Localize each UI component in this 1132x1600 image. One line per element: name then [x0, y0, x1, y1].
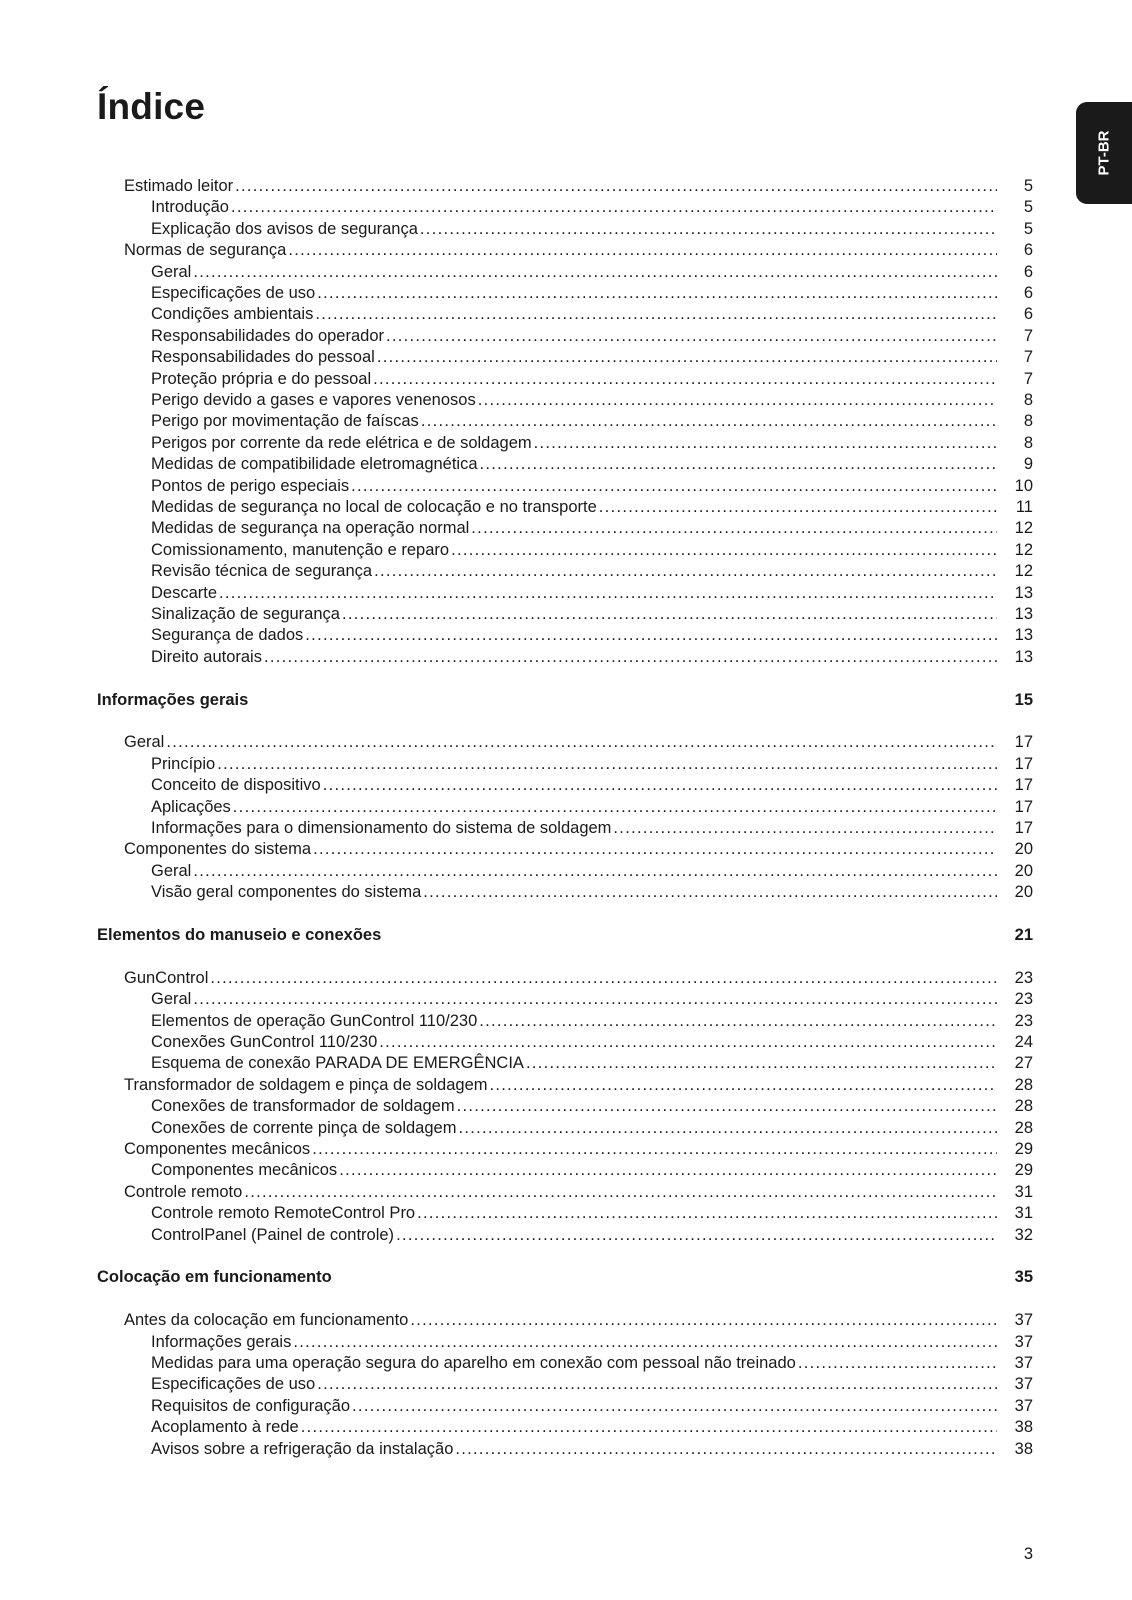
toc-entry-title: Conexões de corrente pinça de soldagem [151, 1118, 457, 1137]
toc-entry-title: Medidas de compatibilidade eletromagnética [151, 455, 478, 474]
toc-page-number: 17 [1014, 776, 1033, 795]
toc-page-number: 38 [1014, 1418, 1033, 1437]
toc-entry-title: Especificações de uso [151, 284, 316, 302]
toc-page-number: 8 [1023, 412, 1033, 431]
toc-entry-title: Aplicações [151, 797, 231, 816]
toc-dot-leader [798, 1352, 997, 1374]
toc-entry-title: Componentes mecânicos [124, 1140, 311, 1158]
toc-dot-leader [193, 988, 997, 1010]
toc-page-number: 17 [1014, 733, 1033, 752]
toc-page-number: 23 [1014, 1011, 1033, 1030]
toc-section-heading[interactable] [97, 1266, 1033, 1288]
toc-dot-leader [379, 1031, 997, 1053]
toc-page-number: 6 [1023, 241, 1033, 260]
toc-page-number: 13 [1014, 647, 1033, 666]
toc-dot-leader [396, 1224, 997, 1246]
toc-entry-title: Antes da colocação em funcionamento [124, 1311, 409, 1330]
toc-entry[interactable] [124, 175, 1033, 197]
toc-entry-title: Medidas de segurança na operação normal [151, 519, 470, 538]
toc-dot-leader [219, 582, 997, 604]
toc-page-number: 5 [1023, 198, 1033, 217]
toc-page-number: 13 [1014, 583, 1033, 602]
toc-dot-leader [373, 368, 997, 390]
toc-page-number: 6 [1023, 262, 1033, 281]
toc-subentry[interactable] [151, 432, 1033, 454]
toc-dot-leader [534, 432, 997, 454]
toc-dot-leader [613, 817, 997, 839]
toc-dot-leader [526, 1052, 997, 1074]
toc-dot-leader [312, 1138, 997, 1160]
toc-page-number: 29 [1014, 1161, 1033, 1180]
toc-dot-leader [210, 967, 997, 989]
toc-dot-leader [193, 261, 997, 283]
toc-entry-title: Proteção própria e do pessoal [151, 369, 372, 388]
toc-page-number: 9 [1023, 455, 1033, 474]
language-tab-label: PT-BR [1095, 130, 1113, 176]
toc-subentry[interactable] [151, 817, 1033, 839]
toc-dot-leader [342, 603, 997, 625]
toc-entry-title: Medidas para uma operação segura do aparelho em conexão com pessoal não treinado [151, 1354, 796, 1372]
toc-entry-title: Descarte [151, 583, 218, 602]
toc-subentry[interactable] [151, 753, 1033, 775]
toc-page-number: 20 [1014, 883, 1033, 902]
toc-entry[interactable] [124, 838, 1033, 860]
toc-entry-title: Informações para o dimensionamento do sistema de soldagem [151, 819, 612, 837]
toc-page-number: 37 [1014, 1396, 1033, 1415]
toc-entry-title: Geral [151, 861, 192, 880]
toc-entry-title: Elementos do manuseio e conexões [97, 926, 382, 944]
toc-subentry[interactable] [151, 1224, 1033, 1246]
toc-entry-title: Conexões GunControl 110/230 [151, 1033, 378, 1051]
toc-entry[interactable] [124, 1074, 1033, 1096]
toc-dot-leader [313, 838, 997, 860]
toc-entry-title: Geral [124, 733, 165, 752]
toc-subentry[interactable] [151, 603, 1033, 625]
toc-entry-title: Componentes do sistema [124, 840, 312, 859]
toc-page-number: 11 [1015, 498, 1033, 516]
toc-dot-leader [423, 881, 997, 903]
toc-subentry[interactable] [151, 303, 1033, 325]
toc-entry-title: Geral [151, 262, 192, 281]
toc-subentry[interactable] [151, 796, 1033, 818]
toc-entry[interactable] [124, 731, 1033, 753]
toc-dot-leader [317, 1373, 997, 1395]
toc-page-number: 29 [1014, 1140, 1033, 1158]
toc-subentry[interactable] [151, 196, 1033, 218]
toc-subentry[interactable] [151, 1373, 1033, 1395]
toc-dot-leader [377, 346, 997, 368]
toc-page-number: 17 [1014, 819, 1033, 837]
toc-section-heading[interactable] [97, 924, 1033, 946]
toc-dot-leader [235, 175, 997, 197]
toc-entry-title: Especificações de uso [151, 1375, 316, 1394]
toc-page-number: 37 [1014, 1311, 1033, 1330]
toc-subentry[interactable] [151, 1010, 1033, 1032]
toc-entry-title: Conexões de transformador de soldagem [151, 1097, 455, 1116]
toc-dot-leader [458, 1117, 997, 1139]
toc-subentry[interactable] [151, 496, 1033, 518]
toc-page-number: 6 [1023, 284, 1033, 302]
toc-dot-leader [293, 1331, 997, 1353]
toc-page-number: 37 [1014, 1375, 1033, 1394]
toc-page-number: 12 [1014, 519, 1033, 538]
toc-dot-leader [317, 282, 997, 304]
toc-page-number: 12 [1014, 562, 1033, 581]
toc-page-number: 24 [1014, 1033, 1033, 1051]
toc-dot-leader [451, 539, 997, 561]
toc-subentry[interactable] [151, 1331, 1033, 1353]
toc-entry-title: Elementos de operação GunControl 110/230 [151, 1011, 478, 1030]
toc-page-number: 13 [1014, 626, 1033, 645]
toc-section-heading[interactable] [97, 689, 1033, 711]
toc-entry-title: Comissionamento, manutenção e reparo [151, 540, 450, 559]
toc-page-number: 5 [1023, 177, 1033, 195]
toc-subentry[interactable] [151, 1395, 1033, 1417]
toc-page-number: 38 [1014, 1439, 1033, 1458]
page-number: 3 [1023, 1545, 1033, 1563]
toc-entry-title: Acoplamento à rede [151, 1418, 299, 1437]
toc-page-number: 28 [1014, 1097, 1033, 1116]
toc-subentry[interactable] [151, 582, 1033, 604]
toc-page-number: 37 [1014, 1354, 1033, 1372]
toc-entry-title: Perigo por movimentação de faíscas [151, 412, 419, 431]
toc-page-number: 21 [1014, 926, 1033, 944]
toc-dot-leader [231, 196, 997, 218]
toc-page-number: 6 [1023, 305, 1033, 324]
toc-page-number: 5 [1023, 219, 1033, 238]
toc-page-number: 31 [1014, 1204, 1033, 1223]
toc-page-number: 35 [1014, 1268, 1033, 1287]
toc-subentry[interactable] [151, 1352, 1033, 1374]
toc-dot-leader [301, 1416, 997, 1438]
toc-page-number: 15 [1014, 690, 1033, 709]
toc-subentry[interactable] [151, 1202, 1033, 1224]
toc-subentry[interactable] [151, 560, 1033, 582]
toc-page-number: 23 [1014, 968, 1033, 987]
toc-subentry[interactable] [151, 1052, 1033, 1074]
toc-entry-title: Informações gerais [151, 1332, 292, 1351]
toc-dot-leader [339, 1159, 997, 1181]
toc-entry-title: Colocação em funcionamento [97, 1268, 332, 1287]
toc-dot-leader [599, 496, 997, 518]
toc-page-number: 8 [1023, 433, 1033, 452]
toc-subentry[interactable] [151, 282, 1033, 304]
toc-entry[interactable] [124, 1181, 1033, 1203]
toc-subentry[interactable] [151, 1416, 1033, 1438]
toc-entry-title: Explicação dos avisos de segurança [151, 219, 418, 238]
toc-dot-leader [374, 560, 997, 582]
toc-dot-leader [410, 1309, 997, 1331]
toc-subentry[interactable] [151, 988, 1033, 1010]
toc-entry-title: Geral [151, 990, 192, 1009]
toc-dot-leader [352, 1395, 997, 1417]
toc-page-number: 10 [1014, 476, 1033, 495]
toc-entry-title: Informações gerais [97, 690, 249, 709]
toc-page-number: 7 [1023, 326, 1033, 345]
toc-dot-leader [480, 453, 997, 475]
toc-entry-title: Esquema de conexão PARADA DE EMERGÊNCIA [151, 1054, 524, 1073]
toc-page-number: 37 [1014, 1332, 1033, 1351]
toc-entry[interactable] [124, 967, 1033, 989]
toc-dot-leader [417, 1202, 997, 1224]
toc-page-number: 28 [1014, 1118, 1033, 1137]
toc-entry-title: Controle remoto [124, 1182, 243, 1201]
toc-subentry[interactable] [151, 539, 1033, 561]
toc-entry-title: Sinalização de segurança [151, 605, 340, 623]
toc-dot-leader [351, 475, 997, 497]
toc-entry-title: Medidas de segurança no local de colocação e no transporte [151, 498, 597, 516]
toc-page-number: 7 [1023, 348, 1033, 367]
toc-dot-leader [264, 646, 997, 668]
toc-subentry[interactable] [151, 410, 1033, 432]
toc-dot-leader [323, 774, 997, 796]
toc-entry-title: Condições ambientais [151, 305, 314, 324]
toc-entry-title: Segurança de dados [151, 626, 304, 645]
toc-entry-title: Introdução [151, 198, 229, 217]
toc-subentry[interactable] [151, 881, 1033, 903]
toc-subentry[interactable] [151, 1095, 1033, 1117]
toc-subentry[interactable] [151, 860, 1033, 882]
toc-dot-leader [478, 389, 997, 411]
toc-entry-title: Componentes mecânicos [151, 1161, 338, 1180]
toc-subentry[interactable] [151, 517, 1033, 539]
toc-subentry[interactable] [151, 389, 1033, 411]
toc-dot-leader [305, 624, 997, 646]
toc-subentry[interactable] [151, 1159, 1033, 1181]
toc-entry-title: GunControl [124, 968, 209, 987]
toc-page-number: 32 [1014, 1225, 1033, 1244]
toc-page-number: 13 [1014, 605, 1033, 623]
toc-dot-leader [193, 860, 997, 882]
toc-subentry[interactable] [151, 646, 1033, 668]
toc-dot-leader [166, 731, 997, 753]
toc-dot-leader [421, 410, 997, 432]
toc-entry-title: Pontos de perigo especiais [151, 476, 350, 495]
toc-entry-title: ControlPanel (Painel de controle) [151, 1225, 395, 1244]
toc-subentry[interactable] [151, 325, 1033, 347]
toc-subentry[interactable] [151, 624, 1033, 646]
toc-dot-leader [217, 753, 997, 775]
toc-entry-title: Conceito de dispositivo [151, 776, 321, 795]
toc-page-number: 31 [1014, 1182, 1033, 1201]
toc-subentry[interactable] [151, 368, 1033, 390]
toc-page-number: 20 [1014, 861, 1033, 880]
toc-dot-leader [420, 218, 997, 240]
toc-dot-leader [315, 303, 997, 325]
toc-entry-title: Requisitos de configuração [151, 1396, 351, 1415]
toc-entry[interactable] [124, 239, 1033, 261]
toc-dot-leader [386, 325, 997, 347]
toc-entry-title: Perigo devido a gases e vapores venenosos [151, 391, 476, 409]
toc-page-number: 8 [1023, 391, 1033, 409]
toc-entry[interactable] [124, 1138, 1033, 1160]
toc-page-number: 27 [1014, 1054, 1033, 1073]
toc-page-number: 20 [1014, 840, 1033, 859]
toc-subentry[interactable] [151, 346, 1033, 368]
toc-subentry[interactable] [151, 475, 1033, 497]
toc-subentry[interactable] [151, 218, 1033, 240]
toc-entry-title: Controle remoto RemoteControl Pro [151, 1204, 416, 1223]
toc-entry[interactable] [124, 1309, 1033, 1331]
toc-dot-leader [244, 1181, 997, 1203]
toc-entry-title: Normas de segurança [124, 241, 287, 260]
toc-dot-leader [479, 1010, 997, 1032]
toc-page-number: 7 [1023, 369, 1033, 388]
toc-entry-title: Estimado leitor [124, 177, 234, 195]
toc-subentry[interactable] [151, 774, 1033, 796]
toc-page-number: 12 [1014, 540, 1033, 559]
page-title: Índice [97, 86, 206, 127]
toc-entry-title: Princípio [151, 754, 216, 773]
toc-entry-title: Transformador de soldagem e pinça de soldagem [124, 1075, 488, 1094]
toc-subentry[interactable] [151, 1438, 1033, 1460]
toc-entry-title: Perigos por corrente da rede elétrica e de soldagem [151, 433, 532, 452]
toc-dot-leader [471, 517, 997, 539]
toc-entry-title: Revisão técnica de segurança [151, 562, 373, 581]
toc-subentry[interactable] [151, 453, 1033, 475]
toc-entry-title: Avisos sobre a refrigeração da instalação [151, 1439, 454, 1458]
toc-entry-title: Responsabilidades do operador [151, 326, 384, 345]
toc-entry-title: Responsabilidades do pessoal [151, 348, 375, 367]
toc-subentry[interactable] [151, 1117, 1033, 1139]
toc-entry-title: Visão geral componentes do sistema [151, 883, 422, 902]
toc-subentry[interactable] [151, 1031, 1033, 1053]
toc-page-number: 17 [1014, 797, 1033, 816]
toc-subentry[interactable] [151, 261, 1033, 283]
toc-dot-leader [490, 1074, 997, 1096]
toc-page-number: 23 [1014, 990, 1033, 1009]
toc-page-number: 28 [1014, 1075, 1033, 1094]
toc-dot-leader [233, 796, 997, 818]
toc-dot-leader [455, 1438, 997, 1460]
toc-dot-leader [457, 1095, 997, 1117]
toc-entry-title: Direito autorais [151, 647, 262, 666]
toc-dot-leader [288, 239, 997, 261]
toc-page-number: 17 [1014, 754, 1033, 773]
